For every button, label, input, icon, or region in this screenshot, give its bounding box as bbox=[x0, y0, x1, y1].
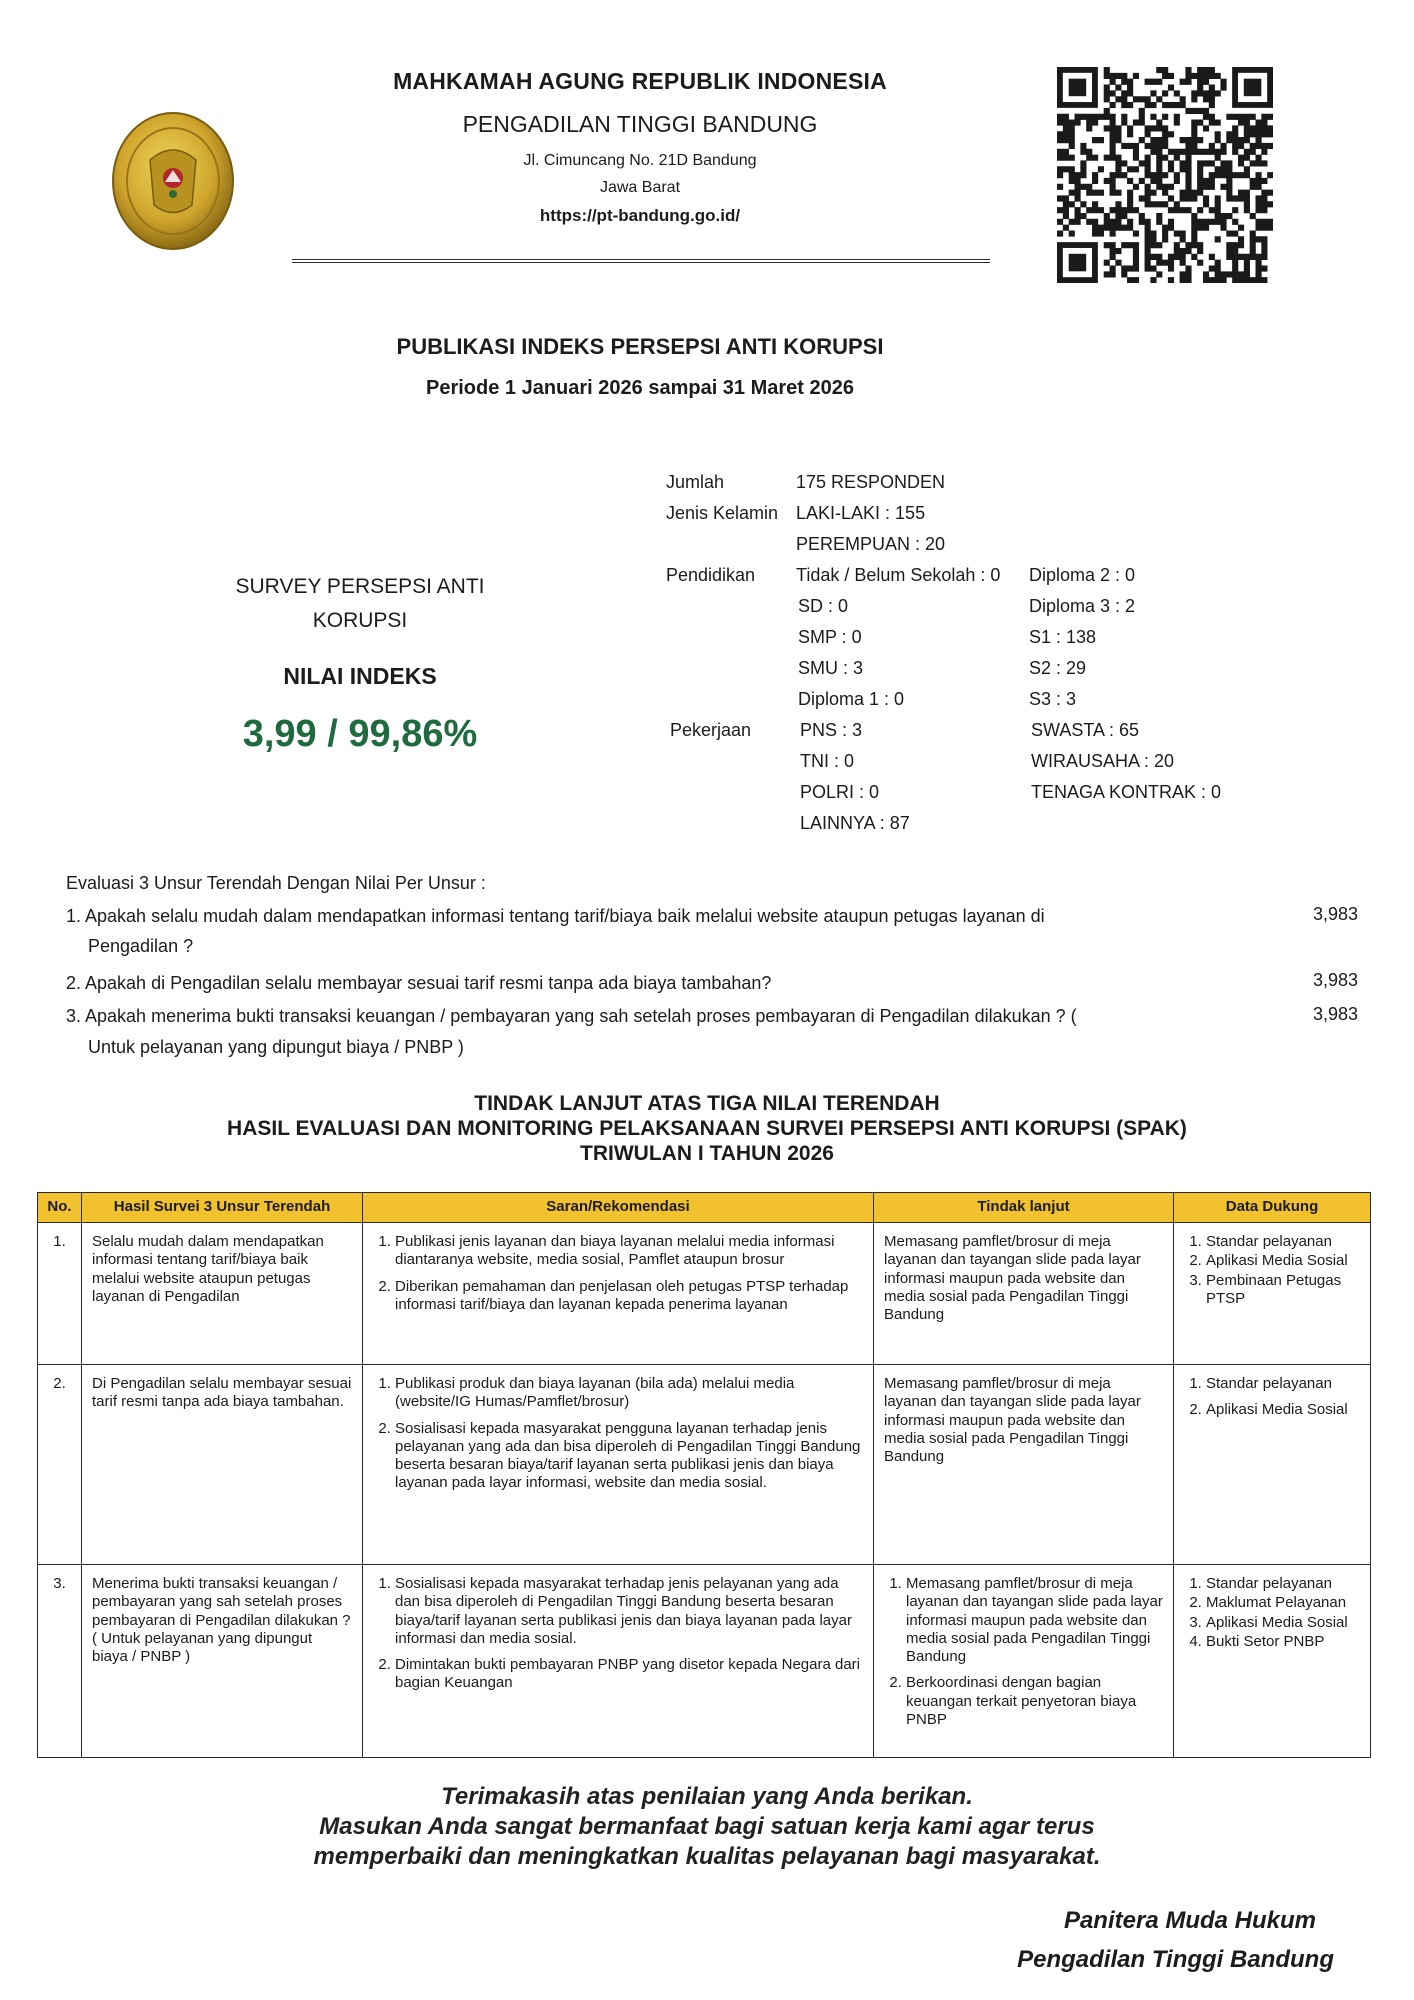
evaluation-heading: Evaluasi 3 Unsur Terendah Dengan Nilai Per Unsur : bbox=[66, 873, 486, 893]
column-header: Tindak lanjut bbox=[874, 1193, 1174, 1223]
followup-table bbox=[37, 1192, 1371, 1758]
survey-label-line2: KORUPSI bbox=[312, 609, 408, 632]
tindak-cell: Memasang pamflet/brosur di meja layanan dan tayangan slide pada layar informasi maupun pada website dan media sosial pada Pengadilan Tinggi Bandung bbox=[874, 1223, 1174, 1365]
saran-cell bbox=[363, 1223, 874, 1365]
job-item: LAINNYA : 87 bbox=[800, 813, 910, 833]
thank-you-line1: Terimakasih atas penilaian yang Anda berikan. bbox=[441, 1783, 973, 1810]
mahkamah-agung-seal-icon bbox=[110, 110, 236, 252]
gender-female: PEREMPUAN : 20 bbox=[796, 534, 946, 554]
saran-item: 2. Sosialisasi kepada masyarakat pengguna layanan terhadap jenis pelayanan yang ada dan bisa diperoleh di Pengadilan Tinggi Bandung beserta besaran biaya/tarif layanan serta publikasi jenis dan biaya layanan pada layar informasi, website dan media sosial. bbox=[395, 1420, 863, 1493]
thank-you-line3: memperbaiki dan meningkatkan kualitas pelayanan bagi masyarakat. bbox=[313, 1843, 1101, 1870]
signature-title: Panitera Muda Hukum bbox=[1063, 1907, 1316, 1934]
followup-heading-1: TINDAK LANJUT ATAS TIGA NILAI TERENDAH bbox=[474, 1092, 940, 1115]
tindak-cell: Memasang pamflet/brosur di meja layanan dan tayangan slide pada layar informasi maupun pada website dan media sosial pada Pengadilan Tinggi Bandung bbox=[874, 1365, 1174, 1565]
column-header: Saran/Rekomendasi bbox=[363, 1193, 874, 1223]
document-title: PUBLIKASI INDEKS PERSEPSI ANTI KORUPSI bbox=[396, 334, 884, 359]
evaluation-item-2-line1: 2. Apakah di Pengadilan selalu membayar sesuai tarif resmi tanpa ada biaya tambahan? bbox=[66, 973, 772, 993]
tindak-item: 2. Berkoordinasi dengan bagian keuangan terkait penyetoran biaya PNBP bbox=[906, 1674, 1163, 1729]
table-row bbox=[38, 1565, 1371, 1758]
table-row bbox=[38, 1223, 1371, 1365]
data-dukung-item: 4. Bukti Setor PNBP bbox=[1206, 1633, 1360, 1651]
evaluation-item-2-score: 3,983 bbox=[1312, 970, 1358, 990]
data-dukung-item: 1. Standar pelayanan bbox=[1206, 1375, 1360, 1393]
address-line-1: Jl. Cimuncang No. 21D Bandung bbox=[523, 152, 757, 169]
gender-label: Jenis Kelamin bbox=[666, 503, 779, 523]
survey-label-line1: SURVEY PERSEPSI ANTI bbox=[235, 575, 485, 598]
address-line-2: Jawa Barat bbox=[599, 179, 681, 196]
education-item: Diploma 1 : 0 bbox=[798, 689, 905, 709]
court-name: PENGADILAN TINGGI BANDUNG bbox=[462, 111, 818, 137]
signature-office: Pengadilan Tinggi Bandung bbox=[1017, 1946, 1334, 1973]
education-label: Pendidikan bbox=[666, 565, 756, 585]
job-item: TENAGA KONTRAK : 0 bbox=[1031, 782, 1222, 802]
job-item: SWASTA : 65 bbox=[1031, 720, 1140, 740]
index-value: 3,99 / 99,86% bbox=[242, 713, 478, 755]
saran-item: 1. Publikasi jenis layanan dan biaya layanan melalui media informasi diantaranya website, media sosial, Pamflet ataupun brosur bbox=[395, 1233, 863, 1270]
education-item: SMU : 3 bbox=[798, 658, 864, 678]
education-item: Diploma 2 : 0 bbox=[1029, 565, 1136, 585]
gender-male: LAKI-LAKI : 155 bbox=[796, 503, 926, 523]
evaluation-item-3-line1: 3. Apakah menerima bukti transaksi keuangan / pembayaran yang sah setelah proses pembayaran di Pengadilan dilakukan ? ( bbox=[66, 1006, 1077, 1026]
column-header: No. bbox=[38, 1193, 82, 1223]
hasil-cell: Menerima bukti transaksi keuangan / pembayaran yang sah setelah proses pembayaran di Pengadilan dilakukan ? ( Untuk pelayanan yang dipungut biaya / PNBP ) bbox=[82, 1565, 363, 1758]
row-number: 1. bbox=[38, 1223, 82, 1365]
evaluation-item-3-score: 3,983 bbox=[1312, 1004, 1358, 1024]
saran-item: 1. Publikasi produk dan biaya layanan (bila ada) melalui media (website/IG Humas/Pamflet/brosur) bbox=[395, 1375, 863, 1412]
education-item: Diploma 3 : 2 bbox=[1029, 596, 1136, 616]
job-item: WIRAUSAHA : 20 bbox=[1031, 751, 1175, 771]
column-header: Hasil Survei 3 Unsur Terendah bbox=[82, 1193, 363, 1223]
education-item: S3 : 3 bbox=[1029, 689, 1077, 709]
saran-cell bbox=[363, 1365, 874, 1565]
website-link[interactable]: https://pt-bandung.go.id/ bbox=[539, 206, 741, 225]
education-item: Tidak / Belum Sekolah : 0 bbox=[796, 565, 1001, 585]
followup-heading-3: TRIWULAN I TAHUN 2026 bbox=[580, 1142, 834, 1165]
job-item: PNS : 3 bbox=[800, 720, 863, 740]
evaluation-item-3-line2: Untuk pelayanan yang dipungut biaya / PNBP ) bbox=[88, 1037, 464, 1057]
jumlah-value: 175 RESPONDEN bbox=[796, 472, 946, 492]
hasil-cell: Selalu mudah dalam mendapatkan informasi tentang tarif/biaya baik melalui website ataupun petugas layanan di Pengadilan bbox=[82, 1223, 363, 1365]
data-dukung-item: 3. Pembinaan Petugas PTSP bbox=[1206, 1272, 1360, 1309]
data-dukung-item: 3. Aplikasi Media Sosial bbox=[1206, 1614, 1360, 1632]
index-label: NILAI INDEKS bbox=[283, 663, 437, 689]
thank-you-line2: Masukan Anda sangat bermanfaat bagi satuan kerja kami agar terus bbox=[319, 1813, 1095, 1840]
data-dukung-item: 1. Standar pelayanan bbox=[1206, 1233, 1360, 1251]
data-dukung-item: 2. Aplikasi Media Sosial bbox=[1206, 1252, 1360, 1270]
education-item: S2 : 29 bbox=[1029, 658, 1087, 678]
table-row bbox=[38, 1365, 1371, 1565]
data-dukung-cell bbox=[1174, 1565, 1371, 1758]
followup-heading-2: HASIL EVALUASI DAN MONITORING PELAKSANAAN SURVEI PERSEPSI ANTI KORUPSI (SPAK) bbox=[227, 1117, 1187, 1140]
saran-cell bbox=[363, 1565, 874, 1758]
job-item: POLRI : 0 bbox=[800, 782, 880, 802]
education-item: S1 : 138 bbox=[1029, 627, 1097, 647]
jumlah-label: Jumlah bbox=[666, 472, 725, 492]
saran-item: 2. Diberikan pemahaman dan penjelasan oleh petugas PTSP terhadap informasi tarif/biaya dan layanan kepada penerima layanan bbox=[395, 1278, 863, 1315]
data-dukung-item: 2. Aplikasi Media Sosial bbox=[1206, 1401, 1360, 1419]
data-dukung-cell bbox=[1174, 1223, 1371, 1365]
data-dukung-item: 1. Standar pelayanan bbox=[1206, 1575, 1360, 1593]
column-header: Data Dukung bbox=[1174, 1193, 1371, 1223]
tindak-item: 1. Memasang pamflet/brosur di meja layanan dan tayangan slide pada layar informasi maupun pada website dan media sosial pada Pengadilan Tinggi Bandung bbox=[906, 1575, 1163, 1666]
row-number: 3. bbox=[38, 1565, 82, 1758]
job-item: TNI : 0 bbox=[800, 751, 855, 771]
institution-name: MAHKAMAH AGUNG REPUBLIK INDONESIA bbox=[393, 68, 887, 94]
qr-code-icon bbox=[1057, 67, 1273, 283]
evaluation-item-1-line1: 1. Apakah selalu mudah dalam mendapatkan informasi tentang tarif/biaya baik melalui website ataupun petugas layanan di bbox=[66, 906, 1045, 926]
data-dukung-item: 2. Maklumat Pelayanan bbox=[1206, 1594, 1360, 1612]
saran-item: 2. Dimintakan bukti pembayaran PNBP yang disetor kepada Negara dari bagian Keuangan bbox=[395, 1656, 863, 1693]
saran-item: 1. Sosialisasi kepada masyarakat terhadap jenis pelayanan yang ada dan bisa diperoleh di Pengadilan Tinggi Bandung beserta besaran biaya/tarif layanan serta publikasi jenis dan biaya layanan pada layar informasi dan media sosial. bbox=[395, 1575, 863, 1648]
data-dukung-cell bbox=[1174, 1365, 1371, 1565]
education-item: SMP : 0 bbox=[798, 627, 862, 647]
job-label: Pekerjaan bbox=[670, 720, 752, 740]
table-header-row bbox=[38, 1193, 1371, 1223]
tindak-cell bbox=[874, 1565, 1174, 1758]
evaluation-item-1-score: 3,983 bbox=[1312, 904, 1358, 924]
hasil-cell: Di Pengadilan selalu membayar sesuai tarif resmi tanpa ada biaya tambahan. bbox=[82, 1365, 363, 1565]
letterhead-divider bbox=[292, 259, 990, 263]
evaluation-item-1-line2: Pengadilan ? bbox=[88, 936, 194, 956]
education-item: SD : 0 bbox=[798, 596, 849, 616]
row-number: 2. bbox=[38, 1365, 82, 1565]
period-text: Periode 1 Januari 2026 sampai 31 Maret 2026 bbox=[425, 377, 855, 399]
